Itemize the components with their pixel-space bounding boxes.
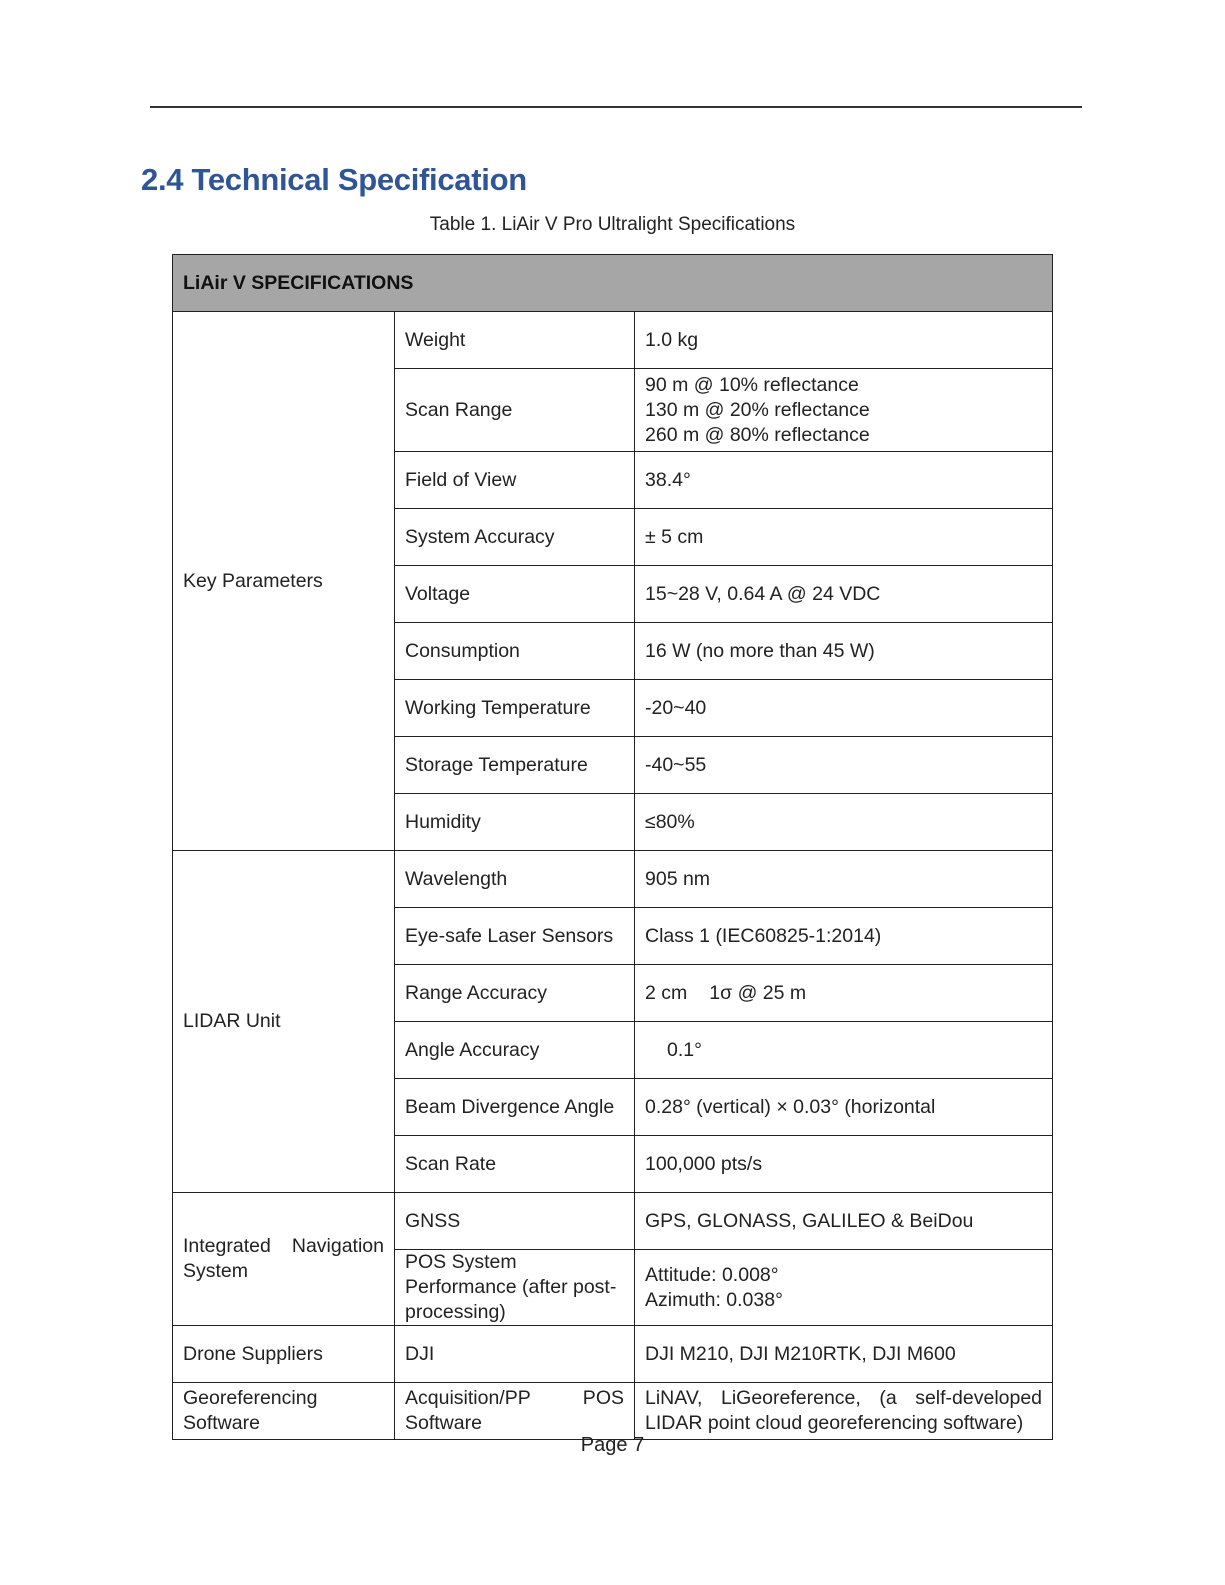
param-cell: Wavelength [395,851,635,908]
value-cell: 905 nm [635,851,1053,908]
value-cell: DJI M210, DJI M210RTK, DJI M600 [635,1326,1053,1383]
value-cell: 0.1° [635,1022,1053,1079]
value-line: 90 m @ 10% reflectance [645,373,859,396]
table-caption: Table 1. LiAir V Pro Ultralight Specifications [429,214,796,235]
param-cell: Eye-safe Laser Sensors [395,908,635,965]
param-cell: Scan Range [395,369,635,452]
value-part: 1σ @ 25 m [709,981,807,1004]
table-title: LiAir V SPECIFICATIONS [173,255,1053,312]
param-cell: Weight [395,312,635,369]
value-cell: -20~40 [635,680,1053,737]
value-cell: 38.4° [635,452,1053,509]
param-cell: Consumption [395,623,635,680]
value-cell: 0.28° (vertical) × 0.03° (horizontal [635,1079,1053,1136]
value-cell: GPS, GLONASS, GALILEO & BeiDou [635,1193,1053,1250]
value-cell: 100,000 pts/s [635,1136,1053,1193]
group-drone-suppliers: Drone Suppliers [173,1326,395,1383]
param-cell: Acquisition/PP POS Software [395,1383,635,1440]
value-part: 2 cm [645,981,688,1004]
header-rule [150,106,1082,108]
value-cell: -40~55 [635,737,1053,794]
param-cell: Storage Temperature [395,737,635,794]
value-cell: Class 1 (IEC60825-1:2014) [635,908,1053,965]
value-line: Attitude: 0.008° [645,1263,779,1286]
group-integrated-navigation: Integrated Navigation System [173,1193,395,1326]
param-cell: System Accuracy [395,509,635,566]
value-cell: 16 W (no more than 45 W) [635,623,1053,680]
param-cell: Range Accuracy [395,965,635,1022]
value-line: 260 m @ 80% reflectance [645,423,870,446]
value-cell: 1.0 kg [635,312,1053,369]
param-cell: Humidity [395,794,635,851]
param-cell: DJI [395,1326,635,1383]
param-cell: Working Temperature [395,680,635,737]
param-cell: Field of View [395,452,635,509]
group-lidar-unit: LIDAR Unit [173,851,395,1193]
value-cell [635,1250,1053,1326]
value-cell: ± 5 cm [635,509,1053,566]
param-cell: Voltage [395,566,635,623]
param-cell: GNSS [395,1193,635,1250]
value-cell: 15~28 V, 0.64 A @ 24 VDC [635,566,1053,623]
value-cell: ≤80% [635,794,1053,851]
param-cell: POS System Performance (after post-processing) [395,1250,635,1326]
value-cell [635,369,1053,452]
param-cell: Scan Rate [395,1136,635,1193]
group-key-parameters: Key Parameters [173,312,395,851]
param-cell: Angle Accuracy [395,1022,635,1079]
value-cell [635,965,1053,1022]
param-cell: Beam Divergence Angle [395,1079,635,1136]
value-line: 130 m @ 20% reflectance [645,398,870,421]
page-number: Page 7 [580,1434,645,1456]
section-heading: 2.4 Technical Specification [141,162,527,197]
value-line: Azimuth: 0.038° [645,1288,783,1311]
group-georeferencing-software: Georeferencing Software [173,1383,395,1440]
specifications-table [172,254,1053,1440]
value-cell: LiNAV, LiGeoreference, (a self-developed LIDAR point cloud georeferencing software) [635,1383,1053,1440]
